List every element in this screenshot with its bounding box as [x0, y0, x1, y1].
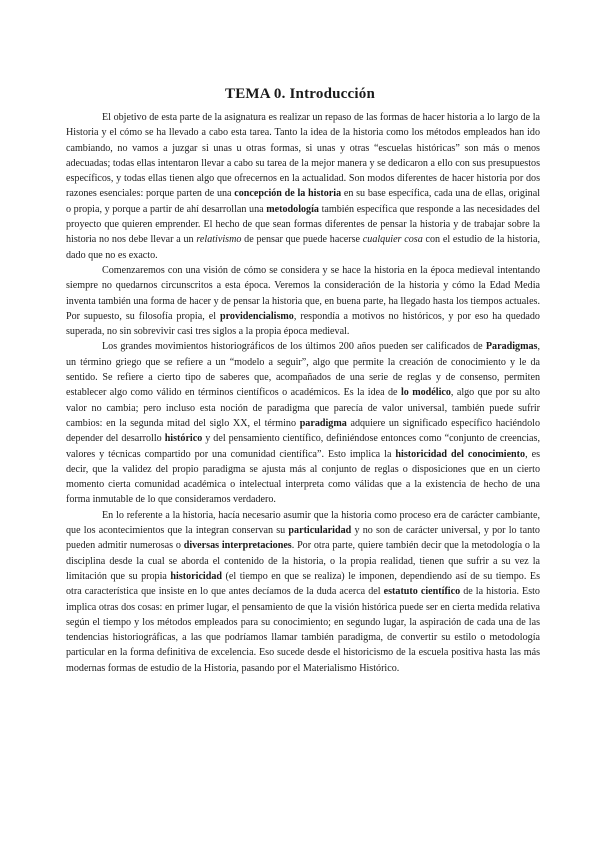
text-run: , es decir, que la validez del propio paradigma se ajusta más al conjunto de reglas o disposiciones que en un cierto momento cierta comunidad académica o intelectual interpreta como válidas que a la existencia de hecho de una forma inmutable de lo que consideramos verdadero.	[66, 448, 540, 506]
text-run: (el tiempo en que se realiza) le imponen, dependiendo así de su tiempo. Es otra característica que insiste en lo que antes decíamos de la duda acerca del	[66, 570, 540, 598]
text-run: también específica que responde a las necesidades del proyecto que quieren emprender. El hecho de que sean formas diferentes de pensar la historia y de trabajar sobre la historia no nos debe llevar a un	[66, 203, 540, 246]
text-run: . Por otra parte, quiere también decir que la metodología o la disciplina desde la cual se aborda el contenido de la historia, o la propia realidad, tienen que sufrir a su vez la limitación que su propia	[66, 540, 541, 582]
bold-term: historicidad del conocimiento	[395, 448, 526, 460]
text-run: , respondía a motivos no históricos, y por eso ha quedado superada, no sin sobrevivir casi tres siglos a la propia época medieval.	[66, 310, 540, 338]
bold-term: diversas interpretaciones	[183, 540, 292, 552]
document-body	[66, 110, 540, 676]
text-run: , algo que por su alto valor no cambia; pero incluso esta noción de paradigma que parecía de valor universal, también puede sufrir cambios: en la segunda mitad del siglo XX, el término	[66, 387, 540, 429]
text-run: Comenzaremos con una visión de cómo se considera y se hace la historia en la época medieval intentando siempre no quedarnos circunscritos a esta época. Veremos la consideración de la historia y cómo la Edad Media inventa también una forma de hacer y de pensar la historia que, en buena parte, ha llegado hasta los tiempos actuales. Por supuesto, su filosofía propia, el	[66, 264, 540, 322]
italic-term: cualquier cosa	[362, 234, 423, 246]
text-run: adquiere un significado específico haciéndolo depender del desarrollo	[66, 417, 540, 445]
text-run: El objetivo de esta parte de la asignatura es realizar un repaso de las formas de hacer historia a lo largo de la Historia y el cómo se ha llevado a cabo esta tarea. Tanto la idea de la historia como los métodos empleados han ido cambiando, no vamos a juzgar si unas u otras formas, si unas y otras “escuelas históricas” son más o menos adecuadas; todas ellas intentaron llevar a cabo su tarea de la mejor manera y se dedicaron a ello con sus presupuestos específicos, y todas ellas tienen algo que ofrecernos en la actualidad. Son modos diferentes de hacer historia por dos razones esenciales: porque parten de una	[66, 112, 540, 200]
paragraph	[66, 508, 540, 676]
text-run: En lo referente a la historia, hacía necesario asumir que la historia como proceso era de carácter cambiante, que los acontecimientos que la integran conservan su	[66, 509, 540, 537]
italic-term: relativismo	[196, 234, 242, 246]
text-run: , un término griego que se refiere a un “modelo a seguir”, algo que permite la creación de conocimiento y le da sentido. Se refiere a cierto tipo de saberes que, acompañados de una serie de reglas y de consenso, permiten establecer algo como válido en términos científicos o académicos. Es la idea de	[66, 341, 540, 399]
text-run: en su base específica, cada una de ellas, original o propia, y porque a partir de ahí desarrollan una	[66, 188, 540, 215]
text-run: de la historia. Esto implica otras dos cosas: en primer lugar, el pensamiento de que la visión histórica puede ser en cierta medida relativa según el tiempo y los métodos empleados para su conocimiento; en segundo lugar, la aspiración de cada una de las tendencias historiográficas, a las que podríamos llamar también paradigma, de convertir su estilo o metodología particular en la forma definitiva de excelencia. Eso sucede desde el historicismo de la escuela positiva hasta las más modernas formas de estudio de la Historia, pasando por el Materialismo Histórico.	[66, 586, 540, 674]
bold-term: paradigma	[299, 417, 347, 429]
text-run: de pensar que puede hacerse	[241, 234, 363, 246]
text-run: y no son de carácter universal, y por lo tanto pueden admitir numerosas o	[66, 525, 540, 552]
paragraph	[66, 263, 540, 339]
bold-term: concepción de la historia	[234, 188, 342, 200]
page-title: TEMA 0. Introducción	[225, 86, 375, 103]
bold-term: metodología	[266, 203, 319, 215]
paragraph	[66, 110, 540, 263]
bold-term: historicidad	[170, 570, 223, 582]
text-run: Los grandes movimientos historiográficos de los últimos 200 años pueden ser calificados de	[102, 341, 486, 353]
bold-term: providencialismo	[219, 310, 294, 322]
text-run: y del pensamiento científico, definiéndose entonces como “conjunto de creencias, valores y técnicas compartido por una comunidad científica”. Esto implica la	[66, 433, 540, 460]
bold-term: estatuto científico	[383, 586, 461, 598]
bold-term: particularidad	[288, 525, 352, 537]
text-run: con el estudio de la historia, dado que no es exacto.	[66, 234, 540, 261]
paragraph	[66, 339, 540, 507]
bold-term: histórico	[164, 433, 203, 445]
bold-term: Paradigmas	[485, 341, 538, 353]
bold-term: lo modélico	[400, 387, 451, 399]
